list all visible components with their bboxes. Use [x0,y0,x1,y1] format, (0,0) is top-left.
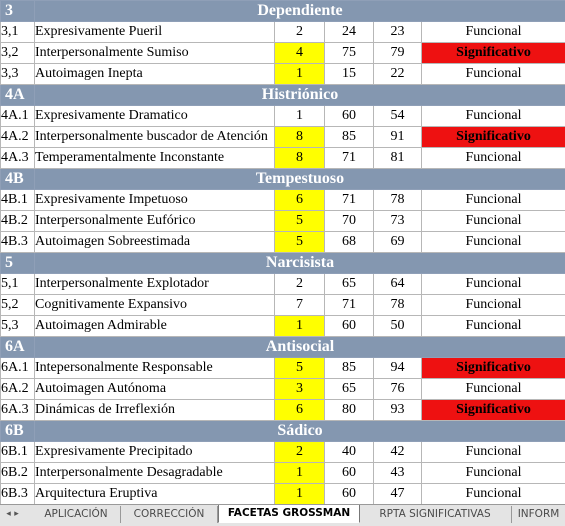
facet-row [1,22,565,43]
result-cell[interactable]: Funcional [422,484,565,505]
score-cell[interactable]: 60 [325,316,374,337]
facet-code-cell[interactable]: 4A.3 [1,148,35,169]
facet-code-cell[interactable]: 6A.3 [1,400,35,421]
raw-score-cell[interactable]: 7 [275,295,325,316]
facet-name-cell[interactable]: Autoimagen Inepta [35,64,275,85]
facet-row [1,484,565,505]
facet-row [1,106,565,127]
result-cell[interactable]: Funcional [422,232,565,253]
result-cell[interactable]: Funcional [422,463,565,484]
adjusted-score-cell[interactable]: 69 [374,232,422,253]
facet-name-cell[interactable]: Interpersonalmente Eufórico [35,211,275,232]
score-cell[interactable]: 85 [325,127,374,148]
facet-code-cell[interactable]: 6A.2 [1,379,35,400]
facet-name-cell[interactable]: Interpersonalmente Explotador [35,274,275,295]
facet-code-cell[interactable]: 3,1 [1,22,35,43]
adjusted-score-cell[interactable]: 81 [374,148,422,169]
raw-score-cell[interactable]: 5 [275,232,325,253]
score-cell[interactable]: 71 [325,148,374,169]
result-cell[interactable]: Funcional [422,295,565,316]
group-title-cell[interactable]: Sádico [35,421,565,442]
facet-row [1,211,565,232]
raw-score-cell[interactable]: 8 [275,127,325,148]
facet-row [1,316,565,337]
tab-rpta-significativas[interactable]: RPTA SIGNIFICATIVAS [359,506,512,523]
facet-name-cell[interactable]: Autoimagen Admirable [35,316,275,337]
facet-name-cell[interactable]: Expresivamente Precipitado [35,442,275,463]
facet-name-cell[interactable]: Intepersonalmente Responsable [35,358,275,379]
adjusted-score-cell[interactable]: 43 [374,463,422,484]
score-cell[interactable]: 24 [325,22,374,43]
raw-score-cell[interactable]: 5 [275,211,325,232]
raw-score-cell[interactable]: 4 [275,43,325,64]
facet-code-cell[interactable]: 5,2 [1,295,35,316]
facet-code-cell[interactable]: 4B.1 [1,190,35,211]
adjusted-score-cell[interactable]: 42 [374,442,422,463]
raw-score-cell[interactable]: 6 [275,190,325,211]
facet-row [1,400,565,421]
facet-name-cell[interactable]: Cognitivamente Expansivo [35,295,275,316]
adjusted-score-cell[interactable]: 79 [374,43,422,64]
result-cell[interactable]: Funcional [422,379,565,400]
facet-code-cell[interactable]: 4A.1 [1,106,35,127]
adjusted-score-cell[interactable]: 93 [374,400,422,421]
result-cell[interactable]: Funcional [422,106,565,127]
group-code-cell[interactable]: 6A [1,337,35,358]
raw-score-cell[interactable]: 1 [275,64,325,85]
result-cell[interactable]: Funcional [422,274,565,295]
facet-name-cell[interactable]: Expresivamente Impetuoso [35,190,275,211]
facet-code-cell[interactable]: 6B.3 [1,484,35,505]
result-cell[interactable]: Funcional [422,22,565,43]
score-cell[interactable]: 80 [325,400,374,421]
score-cell[interactable]: 65 [325,274,374,295]
facet-name-cell[interactable]: Interpersonalmente Sumiso [35,43,275,64]
group-title-cell[interactable]: Tempestuoso [35,169,565,190]
score-cell[interactable]: 75 [325,43,374,64]
facet-name-cell[interactable]: Autoimagen Sobreestimada [35,232,275,253]
adjusted-score-cell[interactable]: 50 [374,316,422,337]
group-title-cell[interactable]: Antisocial [35,337,565,358]
facet-row [1,442,565,463]
result-cell[interactable]: Significativo [422,400,565,421]
facet-code-cell[interactable]: 6B.2 [1,463,35,484]
facet-row [1,295,565,316]
adjusted-score-cell[interactable]: 47 [374,484,422,505]
facet-code-cell[interactable]: 6B.1 [1,442,35,463]
facet-row [1,274,565,295]
facet-code-cell[interactable]: 4B.2 [1,211,35,232]
facet-name-cell[interactable]: Dinámicas de Irreflexión [35,400,275,421]
group-code-cell[interactable]: 5 [1,253,35,274]
facet-name-cell[interactable]: Interpersonalmente buscador de Atención [35,127,275,148]
facet-row [1,43,565,64]
result-cell[interactable]: Funcional [422,64,565,85]
score-cell[interactable]: 71 [325,295,374,316]
facet-row [1,379,565,400]
group-code-cell[interactable]: 4B [1,169,35,190]
result-cell[interactable]: Funcional [422,442,565,463]
result-cell[interactable]: Funcional [422,316,565,337]
adjusted-score-cell[interactable]: 22 [374,64,422,85]
facet-row [1,232,565,253]
score-cell[interactable]: 60 [325,484,374,505]
tab-aplicacion[interactable]: APLICACIÓN [32,506,121,523]
facet-row [1,127,565,148]
group-header-row [1,169,565,190]
facet-row [1,148,565,169]
raw-score-cell[interactable]: 2 [275,22,325,43]
adjusted-score-cell[interactable]: 76 [374,379,422,400]
score-cell[interactable]: 85 [325,358,374,379]
result-cell[interactable]: Significativo [422,43,565,64]
group-code-cell[interactable]: 6B [1,421,35,442]
group-header-row [1,337,565,358]
result-cell[interactable]: Funcional [422,211,565,232]
raw-score-cell[interactable]: 1 [275,484,325,505]
raw-score-cell[interactable]: 1 [275,106,325,127]
result-cell[interactable]: Funcional [422,190,565,211]
score-cell[interactable]: 70 [325,211,374,232]
adjusted-score-cell[interactable]: 73 [374,211,422,232]
group-title-cell[interactable]: Histriónico [35,85,565,106]
adjusted-score-cell[interactable]: 91 [374,127,422,148]
facet-code-cell[interactable]: 4B.3 [1,232,35,253]
tab-facetas-grossman[interactable]: FACETAS GROSSMAN [218,505,360,523]
raw-score-cell[interactable]: 2 [275,442,325,463]
raw-score-cell[interactable]: 8 [275,148,325,169]
score-cell[interactable]: 60 [325,463,374,484]
score-cell[interactable]: 68 [325,232,374,253]
result-cell[interactable]: Funcional [422,148,565,169]
raw-score-cell[interactable]: 3 [275,379,325,400]
adjusted-score-cell[interactable]: 78 [374,295,422,316]
group-title-cell[interactable]: Dependiente [35,1,565,22]
facet-name-cell[interactable]: Interpersonalmente Desagradable [35,463,275,484]
sheet-tab-bar [0,504,565,526]
facet-row [1,358,565,379]
facet-code-cell[interactable]: 3,2 [1,43,35,64]
adjusted-score-cell[interactable]: 94 [374,358,422,379]
raw-score-cell[interactable]: 5 [275,358,325,379]
group-header-row [1,421,565,442]
group-code-cell[interactable]: 4A [1,85,35,106]
result-cell[interactable]: Significativo [422,127,565,148]
facet-row [1,64,565,85]
score-cell[interactable]: 65 [325,379,374,400]
facet-code-cell[interactable]: 4A.2 [1,127,35,148]
adjusted-score-cell[interactable]: 23 [374,22,422,43]
tab-correccion[interactable]: CORRECCIÓN [121,506,218,523]
adjusted-score-cell[interactable]: 64 [374,274,422,295]
facet-name-cell[interactable]: Arquitectura Eruptiva [35,484,275,505]
raw-score-cell[interactable]: 6 [275,400,325,421]
raw-score-cell[interactable]: 1 [275,316,325,337]
adjusted-score-cell[interactable]: 78 [374,190,422,211]
group-header-row [1,253,565,274]
raw-score-cell[interactable]: 1 [275,463,325,484]
facet-code-cell[interactable]: 5,3 [1,316,35,337]
facet-code-cell[interactable]: 5,1 [1,274,35,295]
facet-row [1,463,565,484]
group-header-row [1,1,565,22]
tab-scroll-left-icon[interactable]: ◂ [5,508,12,521]
score-cell[interactable]: 71 [325,190,374,211]
tab-inform[interactable]: INFORM [512,506,565,523]
group-header-row [1,85,565,106]
score-cell[interactable]: 40 [325,442,374,463]
facet-name-cell[interactable]: Expresivamente Pueril [35,22,275,43]
facet-code-cell[interactable]: 6A.1 [1,358,35,379]
facet-code-cell[interactable]: 3,3 [1,64,35,85]
result-cell[interactable]: Significativo [422,358,565,379]
facet-name-cell[interactable]: Temperamentalmente Inconstante [35,148,275,169]
facet-row [1,190,565,211]
score-cell[interactable]: 15 [325,64,374,85]
raw-score-cell[interactable]: 2 [275,274,325,295]
facet-name-cell[interactable]: Expresivamente Dramatico [35,106,275,127]
facet-name-cell[interactable]: Autoimagen Autónoma [35,379,275,400]
score-cell[interactable]: 60 [325,106,374,127]
group-code-cell[interactable]: 3 [1,1,35,22]
tab-scroll-right-icon[interactable]: ▸ [13,508,20,521]
group-title-cell[interactable]: Narcisista [35,253,565,274]
adjusted-score-cell[interactable]: 54 [374,106,422,127]
